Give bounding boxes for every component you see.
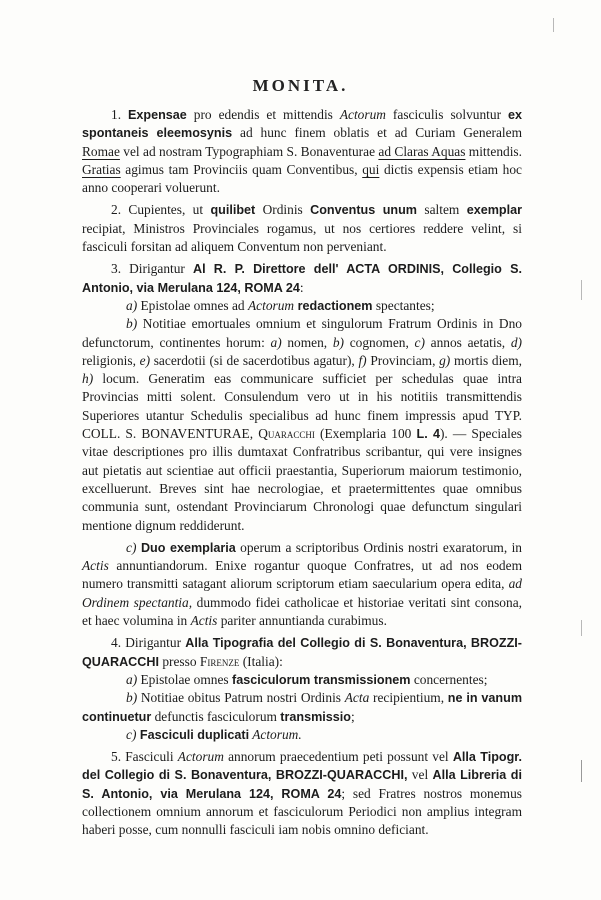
paragraph-4b: b) Notitiae obitus Patrum nostri Ordinis Acta recipientium, ne in vanum continuetur defunctis fasciculorum transmissio; — [82, 690, 523, 724]
scan-mark — [581, 280, 582, 300]
paragraph-3b: b) Notitiae emortuales omnium et singulorum Fratrum Ordinis in Dno defunctorum, continentes horum: a) nomen, b) cognomen, c) annos aetatis, d) religionis, e) sacerdotii (si de sacerdotibus agatur), f) Provinciam, g) mortis diem, h) locum. Generatim eas communicare sufficiet per schedulas quae intra Provincias mitti solent. Consulendum vero ut in his notitiis transmittendis Superiores utantur Schedulis specialibus ad hunc finem impressis apud TYP. COLL. S. BONAVENTURAE, Quaracchi (Exemplaria 100 L. 4). — Speciales vitae descriptiones pro illis dumtaxat Confratribus scribantur, qui vere insignes aut pietatis aut scientiae aut officii praestantia, Superiorum maiorum testimonio, excelluerunt. Breves sint hae necrologiae, et praetermittentes quae omnibus communia sunt, ostendant Provinciarum Chronologi quae defunctum singulari mentione dignum reddiderunt. — [82, 316, 522, 533]
paragraph-2: 2. Cupientes, ut quilibet Ordinis Conventus unum saltem exemplar recipiat, Ministros Provinciales rogamus, ut nos certiores reddere velint, si fasciculi forsitan ad aliquem Conventum non perveniant. — [82, 202, 522, 255]
paragraph-3c: c) Duo exemplaria operum a scriptoribus Ordinis nostri exaratorum, in Actis annuntiandorum. Enixe rogantur quoque Confratres, ut ad nos eodem numero transmitti satagant aliorum scriptorum etiam saecularium opera edita, ad Ordinem spectantia, dummodo fidei catholicae et historiae veritati sint consona, et haec volumina in Actis pariter annuntianda curabimus. — [82, 539, 522, 629]
paragraph-number: 4. — [111, 635, 122, 651]
paragraph-4: 4. Dirigantur Alla Tipografia del Collegio di S. Bonaventura, BROZZI-QUARACCHI presso Firenze (Italia): — [82, 635, 522, 669]
paragraph-3a: a) Epistolae omnes ad Actorum redactionem spectantes; — [126, 297, 435, 313]
paragraph-5: 5. Fasciculi Actorum annorum praecedentium peti possunt vel Alla Tipogr. del Collegio di S. Bonaventura, BROZZI-QUARACCHI, vel Alla Libreria di S. Antonio, via Merulana 124, ROMA 24; sed Fratres nostros monemus collectionem omnium annorum et fasciculorum Periodici non amplius integram haberi posse, cum nonnulli fasciculi iam nobis omnino deficiant. — [82, 749, 522, 838]
paragraph-3: 3. Dirigantur Al R. P. Direttore dell' ACTA ORDINIS, Collegio S. Antonio, via Merulana 124, ROMA 24: — [82, 261, 522, 295]
scan-mark — [581, 620, 582, 636]
page-title: MONITA. — [252, 76, 349, 95]
paragraph-number: 5. — [111, 749, 122, 765]
paragraph-4c: c) Fasciculi duplicati Actorum. — [126, 726, 302, 742]
paragraph-number: 3. — [111, 261, 122, 277]
paragraph-number: 2. — [111, 202, 122, 218]
scan-mark — [581, 760, 582, 782]
monita-body — [82, 106, 522, 840]
paragraph-4a: a) Epistolae omnes fasciculorum transmissionem concernentes; — [126, 671, 488, 687]
paragraph-number: 1. — [111, 107, 122, 122]
paragraph-1: 1. Expensae pro edendis et mittendis Actorum fasciculis solvuntur ex spontaneis eleemosynis ad hunc finem oblatis et ad Curiam Generalem Romae vel ad nostram Typographiam S. Bonaventurae ad Claras Aquas mittendis. Gratias agimus tam Provinciis quam Conventibus, qui dictis expensis etiam hoc anno cooperari voluerunt. — [82, 107, 522, 196]
scan-mark — [553, 18, 554, 32]
